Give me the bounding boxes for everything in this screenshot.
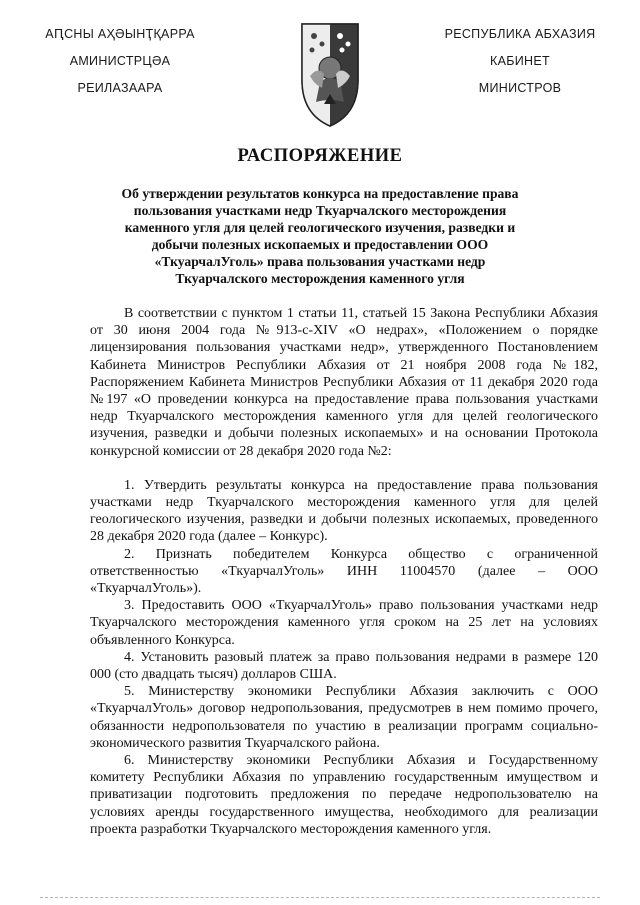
order-item-1: 1. Утвердить результаты конкурса на предоставление права пользования участками недр Ткуарчалского месторождения каменного угля для целей геологического изучения, разведки и добычи полезных ископаемых, проведенного 28 декабря 2020 года (далее – Конкурс). bbox=[90, 477, 598, 545]
order-item-6: 6. Министерству экономики Республики Абхазия и Государственному комитету Республики Абхазия по управлению государственным имуществом и приватизации подготовить предложения по передаче недропользователю на условиях аренды государственного имущества, необходимого для реализации проекта разработки Ткуарчалского месторождения каменного угля. bbox=[90, 753, 598, 837]
order-item-4: 4. Установить разовый платеж за право пользования недрами в размере 120 000 (сто двадцать тысяч) долларов США. bbox=[90, 649, 598, 683]
header-right-line-2: КАБИНЕТ bbox=[490, 54, 550, 68]
document-subtitle: Об утверждении результатов конкурса на предоставление права пользования участками недр Ткуарчалского месторождения каменного угля для целей геологического изучения, разведки и добычи полезных ископаемых и предоставлении ООО «ТкуарчалУголь» права пользования участками недр Ткуарчалского месторождения каменного угля bbox=[121, 186, 519, 286]
order-item-3: 3. Предоставить ООО «ТкуарчалУголь» право пользования участками недр Ткуарчалского месторождения каменного угля сроком на 25 лет на условиях объявленного Конкурса. bbox=[90, 598, 598, 648]
header-right-russian bbox=[420, 24, 620, 105]
header-right-line-1: РЕСПУБЛИКА АБХАЗИЯ bbox=[444, 27, 596, 41]
coat-of-arms-icon bbox=[298, 18, 362, 130]
order-item-5: 5. Министерству экономики Республики Абхазия заключить с ООО «ТкуарчалУголь» договор недропользования, предусмотрев в нем помимо прочего, обязанности недропользователя по участию в реализации программ социально-экономического развития Ткуарчалского района. bbox=[90, 684, 598, 751]
header-left-line-1: АԤСНЫ АҲӘЫНҬҚАРРА bbox=[45, 27, 195, 41]
document-header bbox=[0, 0, 640, 135]
header-right-line-3: МИНИСТРОВ bbox=[478, 81, 562, 95]
header-left-line-2: АМИНИСТРЦӘА bbox=[69, 54, 171, 68]
scan-edge-line bbox=[40, 897, 600, 899]
document-body bbox=[90, 305, 598, 838]
header-left-abkhaz bbox=[20, 24, 220, 105]
intro-paragraph: В соответствии с пунктом 1 статьи 11, статьей 15 Закона Республики Абхазия от 30 июня 2004 года №913-с-XIV «О недрах», «Положением о порядке лицензирования пользования участками недр», утвержденного Постановлением Кабинета Министров Республики Абхазия от 21 ноября 2008 года №182, Распоряжением Кабинета Министров Республики Абхазия от 11 декабря 2020 года №197 «О проведении конкурса на предоставление права пользования участками недр Ткуарчалского месторождения каменного угля для целей геологического изучения, разведки и добычи полезных ископаемых» и на основании Протокола конкурсной комиссии от 28 декабря 2020 года №2: bbox=[90, 306, 598, 459]
header-left-line-3: РЕИЛАЗААРА bbox=[77, 81, 163, 95]
document-title: РАСПОРЯЖЕНИЕ bbox=[237, 146, 403, 166]
order-item-2: 2. Признать победителем Конкурса общество с ограниченной ответственностью «ТкуарчалУголь» ИНН 11004570 (далее – ООО «ТкуарчалУголь»). bbox=[90, 546, 598, 597]
